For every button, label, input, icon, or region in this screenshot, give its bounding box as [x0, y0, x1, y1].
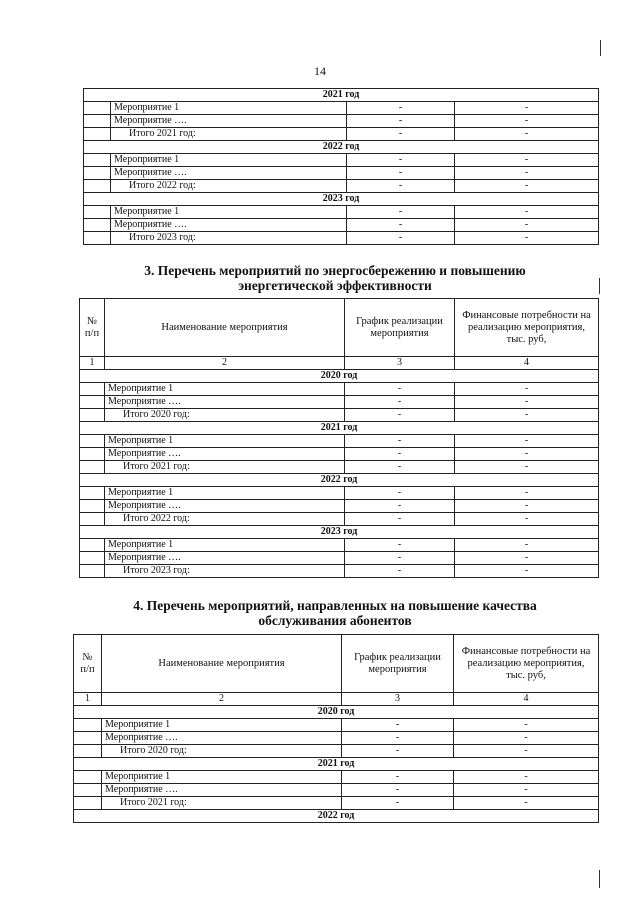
table-section-4 — [73, 634, 599, 823]
scan-mark — [600, 40, 601, 56]
finance-value: - — [454, 732, 599, 745]
row-number — [74, 719, 102, 732]
table-row — [80, 500, 599, 513]
table-row — [80, 435, 599, 448]
row-number — [84, 232, 111, 245]
finance-value: - — [455, 487, 599, 500]
finance-value: - — [455, 219, 599, 232]
total-label: Итого 2021 год: — [102, 797, 342, 810]
finance-value: - — [454, 771, 599, 784]
schedule-value: - — [347, 154, 455, 167]
table-row — [84, 102, 599, 115]
measure-name: Мероприятие 1 — [105, 539, 345, 552]
table-row — [84, 219, 599, 232]
measure-name: Мероприятие 1 — [111, 102, 347, 115]
table-row — [84, 154, 599, 167]
section-4-title-line1: 4. Перечень мероприятий, направленных на повышение качества — [133, 598, 537, 613]
header-name: Наименование мероприятия — [105, 299, 345, 357]
schedule-value: - — [342, 784, 454, 797]
measure-name: Мероприятие …. — [111, 115, 347, 128]
schedule-value: - — [347, 232, 455, 245]
finance-value: - — [455, 232, 599, 245]
section-4-title — [70, 598, 600, 628]
finance-value: - — [455, 552, 599, 565]
finance-value: - — [455, 461, 599, 474]
row-number — [80, 435, 105, 448]
measure-name: Мероприятие …. — [102, 732, 342, 745]
finance-value: - — [455, 167, 599, 180]
row-number — [84, 167, 111, 180]
header-name: Наименование мероприятия — [102, 635, 342, 693]
table-row — [74, 745, 599, 758]
year-row — [80, 422, 599, 435]
schedule-value: - — [342, 719, 454, 732]
measure-name: Мероприятие …. — [105, 448, 345, 461]
column-number: 3 — [342, 693, 454, 706]
year-heading: 2021 год — [84, 89, 599, 102]
row-number — [84, 115, 111, 128]
column-number-row — [80, 357, 599, 370]
finance-value: - — [454, 784, 599, 797]
header-finance: Финансовые потребности на реализацию мероприятия, тыс. руб, — [454, 635, 599, 693]
year-heading: 2022 год — [80, 474, 599, 487]
column-number: 4 — [455, 357, 599, 370]
finance-value: - — [454, 719, 599, 732]
finance-value: - — [455, 115, 599, 128]
measure-name: Мероприятие 1 — [102, 719, 342, 732]
row-number — [84, 206, 111, 219]
measure-name: Мероприятие …. — [105, 552, 345, 565]
table-row — [74, 719, 599, 732]
finance-value: - — [455, 154, 599, 167]
table-row — [80, 513, 599, 526]
measure-name: Мероприятие …. — [102, 784, 342, 797]
total-label: Итого 2022 год: — [111, 180, 347, 193]
table-row — [74, 732, 599, 745]
year-row — [74, 758, 599, 771]
row-number — [84, 154, 111, 167]
table-row — [80, 565, 599, 578]
schedule-value: - — [342, 771, 454, 784]
schedule-value: - — [347, 219, 455, 232]
section-3-title-line1: 3. Перечень мероприятий по энергосбережению и повышению — [144, 263, 526, 278]
row-number — [74, 797, 102, 810]
schedule-value: - — [345, 539, 455, 552]
total-label: Итого 2020 год: — [105, 409, 345, 422]
finance-value: - — [455, 409, 599, 422]
table-row — [84, 167, 599, 180]
row-number — [80, 461, 105, 474]
year-row — [84, 89, 599, 102]
row-number — [84, 102, 111, 115]
finance-value: - — [455, 180, 599, 193]
table-row — [80, 383, 599, 396]
finance-value: - — [455, 539, 599, 552]
row-number — [74, 745, 102, 758]
schedule-value: - — [342, 745, 454, 758]
year-row — [74, 706, 599, 719]
table-row — [80, 448, 599, 461]
schedule-value: - — [345, 565, 455, 578]
table-row — [80, 552, 599, 565]
schedule-value: - — [345, 448, 455, 461]
finance-value: - — [454, 797, 599, 810]
year-heading: 2023 год — [84, 193, 599, 206]
table-row — [74, 797, 599, 810]
column-number: 4 — [454, 693, 599, 706]
header-finance: Финансовые потребности на реализацию мероприятия, тыс. руб, — [455, 299, 599, 357]
table-row — [80, 487, 599, 500]
measure-name: Мероприятие 1 — [111, 206, 347, 219]
schedule-value: - — [345, 552, 455, 565]
total-label: Итого 2023 год: — [105, 565, 345, 578]
row-number — [80, 513, 105, 526]
column-number: 1 — [74, 693, 102, 706]
schedule-value: - — [345, 513, 455, 526]
year-row — [74, 810, 599, 823]
header-num: № п/п — [74, 635, 102, 693]
total-label: Итого 2021 год: — [105, 461, 345, 474]
schedule-value: - — [347, 180, 455, 193]
finance-value: - — [455, 128, 599, 141]
scan-mark — [599, 278, 600, 294]
schedule-value: - — [345, 487, 455, 500]
row-number — [80, 552, 105, 565]
column-number-row — [74, 693, 599, 706]
schedule-value: - — [345, 409, 455, 422]
row-number — [80, 539, 105, 552]
table-row — [84, 115, 599, 128]
measure-name: Мероприятие 1 — [102, 771, 342, 784]
column-number: 1 — [80, 357, 105, 370]
table-row — [84, 232, 599, 245]
row-number — [80, 383, 105, 396]
table-row — [74, 784, 599, 797]
row-number — [74, 732, 102, 745]
table-row — [84, 180, 599, 193]
section-4-title-line2: обслуживания абонентов — [258, 613, 412, 628]
schedule-value: - — [345, 396, 455, 409]
row-number — [80, 500, 105, 513]
column-number: 2 — [102, 693, 342, 706]
table-continuation — [83, 88, 599, 245]
finance-value: - — [455, 448, 599, 461]
schedule-value: - — [342, 797, 454, 810]
year-heading: 2021 год — [74, 758, 599, 771]
year-heading: 2022 год — [74, 810, 599, 823]
total-label: Итого 2022 год: — [105, 513, 345, 526]
schedule-value: - — [345, 435, 455, 448]
measure-name: Мероприятие 1 — [105, 487, 345, 500]
measure-name: Мероприятие …. — [105, 500, 345, 513]
header-schedule: График реализации мероприятия — [345, 299, 455, 357]
schedule-value: - — [342, 732, 454, 745]
row-number — [84, 219, 111, 232]
table-row — [84, 206, 599, 219]
table-row — [84, 128, 599, 141]
year-row — [84, 193, 599, 206]
finance-value: - — [455, 565, 599, 578]
measure-name: Мероприятие …. — [111, 219, 347, 232]
row-number — [80, 487, 105, 500]
schedule-value: - — [345, 461, 455, 474]
column-number: 3 — [345, 357, 455, 370]
year-row — [80, 370, 599, 383]
table-row — [80, 461, 599, 474]
year-heading: 2020 год — [80, 370, 599, 383]
year-heading: 2021 год — [80, 422, 599, 435]
finance-value: - — [455, 500, 599, 513]
total-label: Итого 2020 год: — [102, 745, 342, 758]
finance-value: - — [455, 513, 599, 526]
measure-name: Мероприятие …. — [111, 167, 347, 180]
measure-name: Мероприятие 1 — [111, 154, 347, 167]
schedule-value: - — [347, 102, 455, 115]
year-row — [80, 474, 599, 487]
row-number — [80, 409, 105, 422]
header-num: № п/п — [80, 299, 105, 357]
year-row — [80, 526, 599, 539]
total-label: Итого 2021 год: — [111, 128, 347, 141]
table-row — [74, 771, 599, 784]
schedule-value: - — [347, 128, 455, 141]
section-3-title — [70, 263, 600, 293]
row-number — [80, 396, 105, 409]
finance-value: - — [455, 102, 599, 115]
table-row — [80, 409, 599, 422]
measure-name: Мероприятие 1 — [105, 383, 345, 396]
section-3-title-line2: энергетической эффективности — [238, 278, 432, 293]
year-heading: 2020 год — [74, 706, 599, 719]
finance-value: - — [455, 435, 599, 448]
year-heading: 2022 год — [84, 141, 599, 154]
finance-value: - — [455, 206, 599, 219]
table-section-3 — [79, 298, 599, 578]
schedule-value: - — [347, 206, 455, 219]
measure-name: Мероприятие …. — [105, 396, 345, 409]
measure-name: Мероприятие 1 — [105, 435, 345, 448]
schedule-value: - — [347, 167, 455, 180]
year-heading: 2023 год — [80, 526, 599, 539]
schedule-value: - — [345, 383, 455, 396]
table-row — [80, 396, 599, 409]
row-number — [84, 128, 111, 141]
schedule-value: - — [345, 500, 455, 513]
table-row — [80, 539, 599, 552]
finance-value: - — [455, 383, 599, 396]
row-number — [74, 784, 102, 797]
total-label: Итого 2023 год: — [111, 232, 347, 245]
finance-value: - — [454, 745, 599, 758]
row-number — [80, 448, 105, 461]
finance-value: - — [455, 396, 599, 409]
scan-mark — [599, 870, 600, 888]
header-schedule: График реализации мероприятия — [342, 635, 454, 693]
page-number: 14 — [314, 64, 326, 78]
row-number — [74, 771, 102, 784]
row-number — [80, 565, 105, 578]
row-number — [84, 180, 111, 193]
year-row — [84, 141, 599, 154]
schedule-value: - — [347, 115, 455, 128]
column-number: 2 — [105, 357, 345, 370]
